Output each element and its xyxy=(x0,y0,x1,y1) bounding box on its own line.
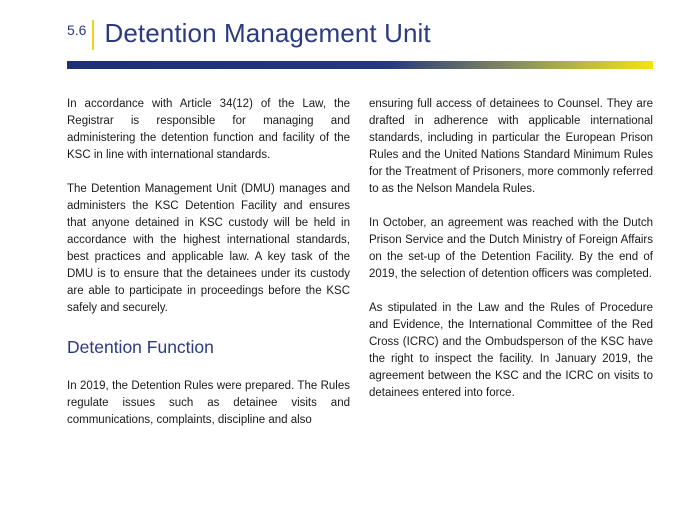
right-column xyxy=(369,96,653,419)
left-column xyxy=(67,96,350,446)
section-title: Detention Management Unit xyxy=(104,18,431,48)
right-paragraph-2: In October, an agreement was reached with the Dutch Prison Service and the Dutch Ministry of Foreign Affairs on the set-up of the Detention Facility. By the end of 2019, the selection of detention officers was completed. xyxy=(369,217,653,280)
left-paragraph-1: In accordance with Article 34(12) of the Law, the Registrar is responsible for managing and administering the detention function and facility of the KSC in line with international standards. xyxy=(67,98,350,161)
header-gradient-rule xyxy=(67,61,653,69)
left-paragraph-2: The Detention Management Unit (DMU) manages and administers the KSC Detention Facility and ensures that anyone detained in KSC custody will be held in accordance with the highest international standards, best practices and applicable law. A key task of the DMU is to ensure that the detainees under its custody are able to participate in proceedings before the KSC safely and securely. xyxy=(67,183,350,314)
section-header xyxy=(67,14,431,54)
left-paragraph-3: In 2019, the Detention Rules were prepared. The Rules regulate issues such as detainee visits and communications, complaints, discipline and also xyxy=(67,380,350,426)
section-number: 5.6 xyxy=(67,22,87,38)
right-paragraph-3: As stipulated in the Law and the Rules of Procedure and Evidence, the International Committee of the Red Cross (ICRC) and the Ombudsperson of the KSC have the right to inspect the facility. In January 2019, the agreement between the KSC and the ICRC on visits to detainees entered into force. xyxy=(369,302,653,399)
right-paragraph-1: ensuring full access of detainees to Counsel. They are drafted in adherence with applicable international standards, including in particular the European Prison Rules and the United Nations Standard Minimum Rules for the Treatment of Prisoners, more commonly referred to as the Nelson Mandela Rules. xyxy=(369,98,653,195)
section-divider xyxy=(92,20,94,50)
subheading-detention-function: Detention Function xyxy=(67,337,214,357)
